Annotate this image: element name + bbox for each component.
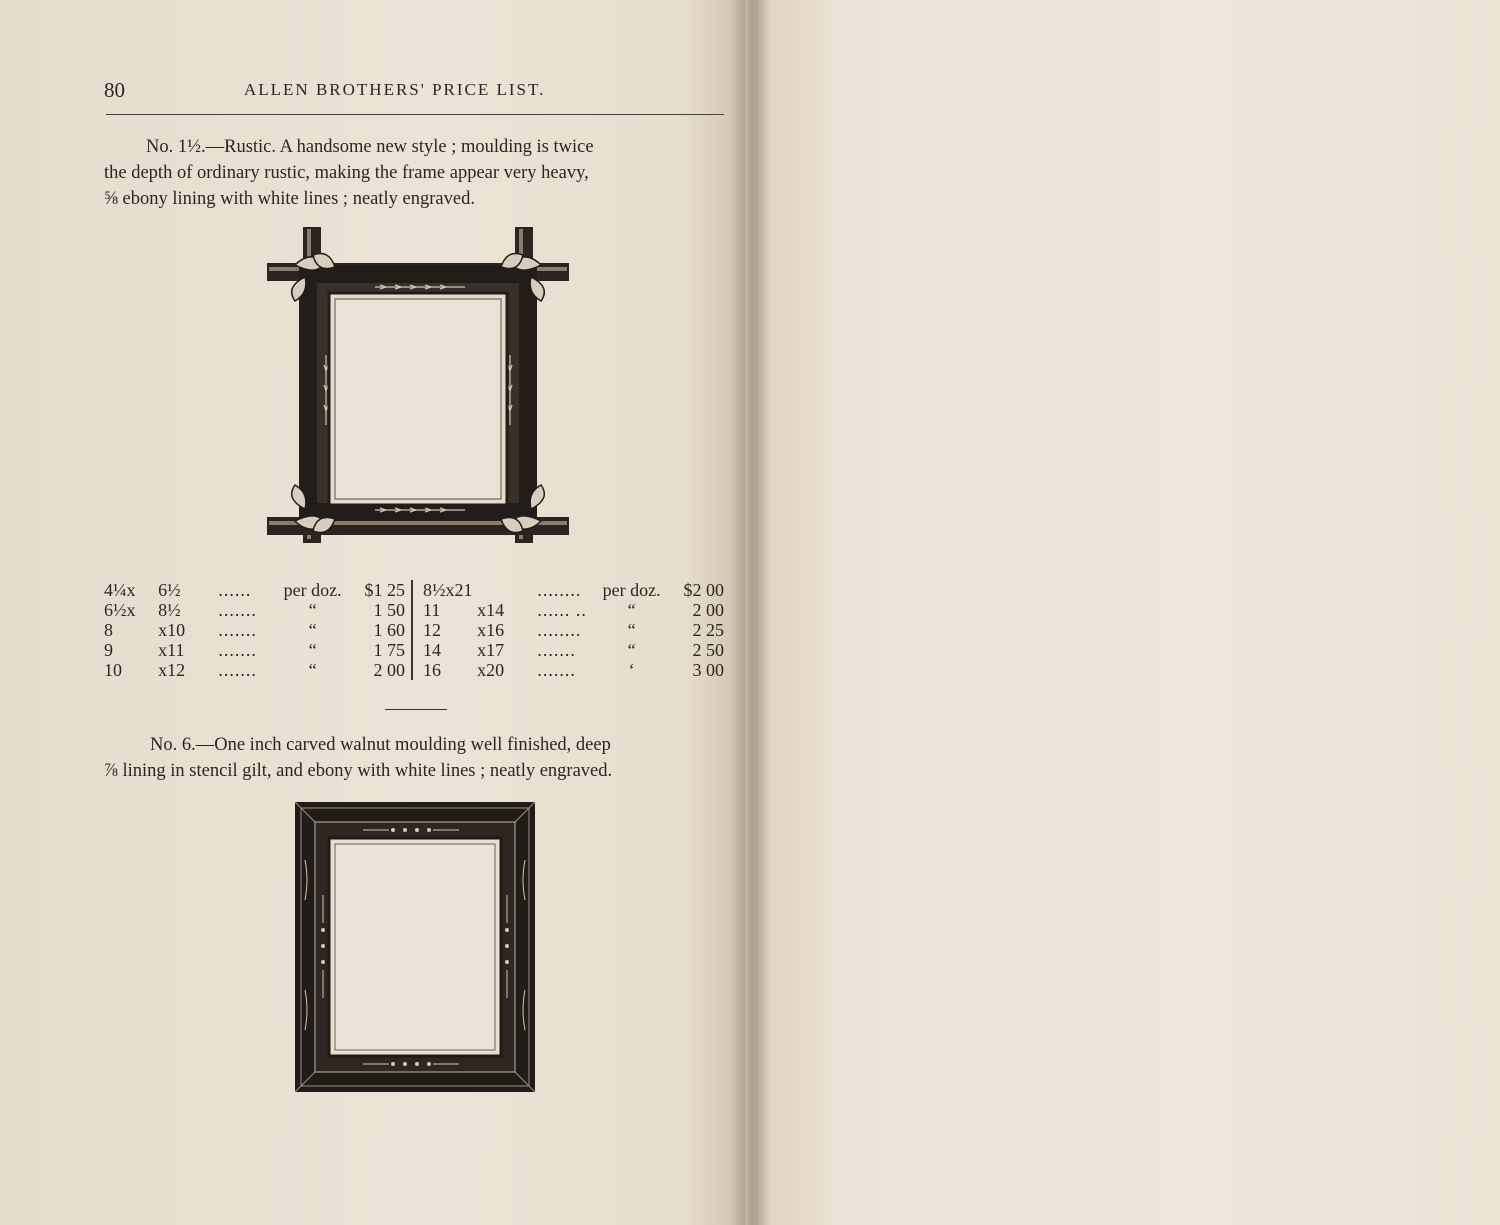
column-separator [412, 580, 423, 600]
book-gutter [730, 0, 770, 1225]
left-size-x: 6½ [158, 580, 181, 600]
left-leader-dots: ....... [218, 600, 257, 620]
left-size: 4¼x [104, 580, 136, 600]
left-size: 6½x [104, 600, 136, 620]
left-leader-dots: ....... [218, 640, 257, 660]
price-row [104, 640, 730, 660]
section-divider [385, 709, 447, 710]
price-table [104, 580, 730, 680]
right-size: 12 [422, 620, 441, 640]
left-unit: per doz. [283, 580, 342, 600]
left-price: 2 00 [373, 660, 405, 680]
left-size: 8 [104, 620, 113, 640]
left-unit: “ [308, 600, 317, 620]
left-size: 10 [104, 660, 122, 680]
price-row [104, 580, 730, 600]
walnut-frame-illustration [293, 800, 537, 1094]
item2-line1: No. 6.—One inch carved walnut moulding well finished, deep [150, 735, 611, 755]
right-page [755, 0, 1500, 1225]
right-unit: ‘ [628, 660, 635, 680]
left-leader-dots: ....... [218, 660, 257, 680]
item1-description [104, 134, 726, 212]
item2-line2: ⅞ lining in stencil gilt, and ebony with white lines ; neatly engraved. [104, 761, 613, 781]
item2-description [104, 732, 726, 784]
right-price: 3 00 [692, 660, 724, 680]
left-unit: “ [308, 640, 317, 660]
price-row [104, 660, 730, 680]
page-number: 80 [104, 78, 125, 102]
page-header [104, 76, 724, 106]
right-leader-dots: ....... [537, 660, 576, 680]
right-size: 8½x21 [422, 580, 473, 600]
right-size-x: x16 [477, 620, 505, 640]
right-leader-dots: ....... [537, 640, 576, 660]
right-leader-dots: ...... .. [537, 600, 587, 620]
column-separator [412, 640, 423, 660]
left-leader-dots: ....... [218, 620, 257, 640]
right-size: 11 [422, 600, 441, 620]
left-price: 1 50 [373, 600, 405, 620]
left-size-x: x12 [158, 660, 186, 680]
column-separator [412, 620, 423, 640]
left-size-x: x10 [158, 620, 186, 640]
right-size-x: x17 [477, 640, 505, 660]
rustic-frame-illustration [265, 225, 571, 545]
left-size-x: 8½ [158, 600, 181, 620]
right-price: 2 00 [692, 600, 724, 620]
left-leader-dots: ...... [218, 580, 252, 600]
header-rule [106, 114, 724, 115]
right-unit: “ [627, 620, 636, 640]
column-separator [412, 600, 423, 620]
right-size-x: x14 [477, 600, 505, 620]
left-size-x: x11 [158, 640, 185, 660]
price-row [104, 600, 730, 620]
right-leader-dots: ........ [537, 620, 582, 640]
right-price: 2 25 [692, 620, 724, 640]
left-price: $1 25 [364, 580, 405, 600]
left-price: 1 60 [373, 620, 405, 640]
right-price: 2 50 [692, 640, 724, 660]
running-head: ALLEN BROTHERS' PRICE LIST. [244, 80, 546, 99]
left-unit: “ [308, 660, 317, 680]
right-size-x [477, 580, 537, 600]
right-unit: per doz. [602, 580, 661, 600]
item1-line3: ⅝ ebony lining with white lines ; neatly engraved. [104, 189, 475, 209]
right-leader-dots: ........ [537, 580, 582, 600]
left-price: 1 75 [373, 640, 405, 660]
left-unit: “ [308, 620, 317, 640]
right-size-x: x20 [477, 660, 505, 680]
left-size: 9 [104, 640, 113, 660]
item1-line1: No. 1½.—Rustic. A handsome new style ; moulding is twice [146, 137, 594, 157]
right-size: 14 [422, 640, 441, 660]
item1-line2: the depth of ordinary rustic, making the frame appear very heavy, [104, 163, 589, 183]
right-unit: “ [627, 640, 636, 660]
column-separator [412, 660, 423, 680]
right-unit: “ [627, 600, 636, 620]
right-price: $2 00 [683, 580, 724, 600]
right-size: 16 [422, 660, 441, 680]
price-row [104, 620, 730, 640]
